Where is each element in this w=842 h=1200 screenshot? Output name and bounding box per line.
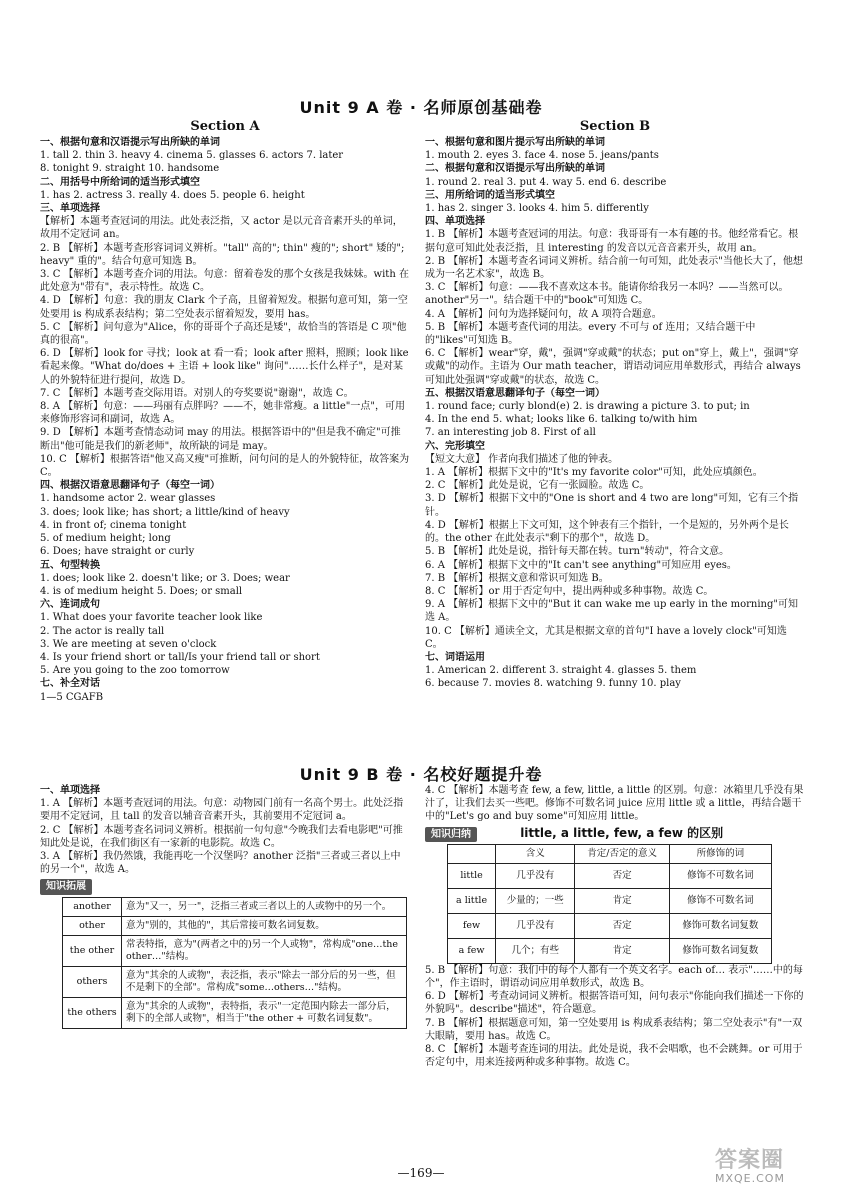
answer-line: 【解析】本题考查冠词的用法。此处表泛指，又 actor 是以元音音素开头的单词，故用不定冠词 an。 bbox=[40, 216, 403, 241]
table-row bbox=[63, 935, 407, 966]
page-number: —169— bbox=[397, 1166, 445, 1180]
knowledge-summary-label: 知识归纳 bbox=[425, 827, 477, 842]
section-heading: 五、根据汉语意思翻译句子（每空一词） bbox=[425, 387, 605, 399]
section-heading: 二、根据句意和汉语提示写出所缺的单词 bbox=[425, 163, 605, 175]
table-row bbox=[63, 997, 407, 1028]
table-term: the others bbox=[63, 997, 122, 1028]
answer-line: 6. C 【解析】wear"穿，戴"，强调"穿或戴"的状态；put on"穿上，戴上"，强调"穿或戴"的动作。主语为 Our math teacher，谓语动词应用单数形式，再结合 always 可知此处强调"穿或戴"的状态，故选 C。 bbox=[425, 348, 801, 386]
answer-line: 4. In the end 5. what; looks like 6. talking to/with him bbox=[425, 414, 698, 426]
others-usage-table bbox=[62, 897, 407, 1029]
section-heading: 四、单项选择 bbox=[425, 216, 485, 228]
answer-line: 7. an interesting job 8. First of all bbox=[425, 427, 596, 439]
answer-line: 1. What does your favorite teacher look like bbox=[40, 612, 263, 624]
b-right-column bbox=[425, 784, 805, 1146]
table-cell: 否定 bbox=[575, 913, 670, 938]
b-left-lines bbox=[40, 784, 410, 876]
watermark-small: MXQE.COM bbox=[715, 1172, 785, 1185]
answer-line: 9. D 【解析】本题考查情态动词 may 的用法。根据答语中的"但是我不确定"可推断出"他可能是我们的新老师"，故所缺的词是 may。 bbox=[40, 427, 401, 452]
answer-line: 8. C 【解析】本题考查连词的用法。此处是说，我不会唱歌，也不会跳舞。or 可用于否定句中，用来连接两种或多种事物。故选 C。 bbox=[425, 1044, 803, 1069]
answer-line: 1. does; look like 2. doesn't like; or 3. Does; wear bbox=[40, 572, 290, 584]
section-a-lines bbox=[40, 136, 410, 704]
section-a-column bbox=[40, 118, 410, 758]
table-row bbox=[63, 897, 407, 916]
table-cell: 否定 bbox=[575, 863, 670, 888]
table-cell: little bbox=[448, 863, 496, 888]
section-a-title: Section A bbox=[190, 119, 260, 134]
answer-line: 6. Does; have straight or curly bbox=[40, 546, 195, 558]
table-row bbox=[63, 916, 407, 935]
answer-line: 3. We are meeting at seven o'clock bbox=[40, 638, 217, 650]
table-header-cell: 含义 bbox=[496, 844, 575, 863]
answer-line: 4. in front of; cinema tonight bbox=[40, 519, 187, 531]
answer-line: 4. D 【解析】根据上下文可知，这个钟表有三个指针，一个是短的，另外两个是长的。the other 在此处表示"剩下的那个"，故选 D。 bbox=[425, 519, 789, 545]
answer-line: 6. D 【解析】look for 寻找；look at 看一看；look after 照料，照顾；look like 看起来像。"What do/does + 主语 + look like" 询问"……长什么样子"，是对某人的外貌特征进行提问，故选 D。 bbox=[40, 348, 409, 386]
table-header-row bbox=[448, 844, 772, 863]
table-cell: 修饰可数名词复数 bbox=[669, 913, 771, 938]
answer-line: 9. A 【解析】根据下文中的"But it can wake me up early in the morning"可知选 A。 bbox=[425, 599, 798, 624]
section-heading: 五、句型转换 bbox=[40, 559, 100, 571]
table-cell: 几乎没有 bbox=[496, 913, 575, 938]
section-b-lines bbox=[425, 136, 805, 691]
answer-line: 5. C 【解析】问句意为"Alice，你的哥哥个子高还是矮"，故恰当的答语是 C 项"他真的很高"。 bbox=[40, 321, 407, 347]
section-heading: 七、词语运用 bbox=[425, 651, 485, 663]
answer-line: 1. B 【解析】本题考查冠词的用法。句意：我哥哥有一本有趣的书。他经常看它。根据句意可知此处表泛指，且 interesting 的发音以元音音素开头，故用 an。 bbox=[425, 229, 799, 254]
answer-line: 2. B 【解析】本题考查形容词词义辨析。"tall" 高的"; thin" 瘦的"; short" 矮的"; heavy" 重的"。结合句意可知选 B。 bbox=[40, 242, 405, 267]
table-cell: 几乎没有 bbox=[496, 863, 575, 888]
section-heading: 二、用括号中所给词的适当形式填空 bbox=[40, 176, 200, 188]
unit-a-title: Unit 9 A 卷 · 名师原创基础卷 bbox=[299, 98, 543, 117]
b-right-bottom-lines bbox=[425, 964, 805, 1070]
section-heading: 三、用所给词的适当形式填空 bbox=[425, 189, 555, 201]
b-left-column bbox=[40, 784, 410, 1146]
answer-line: 3. C 【解析】本题考查介词的用法。句意：留着卷发的那个女孩是我妹妹。with 在此处意为"带有"，表示特性。故选 C。 bbox=[40, 269, 409, 294]
answer-line: 6. because 7. movies 8. watching 9. funny 10. play bbox=[425, 678, 681, 690]
few-little-table bbox=[447, 844, 772, 964]
answer-line: 4. D 【解析】句意：我的朋友 Clark 个子高，且留着短发。根据句意可知，第一空处要用 is 构成系表结构；第二空处表示留着短发，要用 has。 bbox=[40, 295, 408, 320]
answer-line: 1. handsome actor 2. wear glasses bbox=[40, 493, 216, 505]
answer-line: 1. A 【解析】根据下文中的"It's my favorite color"可知，此处应填颜色。 bbox=[425, 467, 763, 479]
answer-line: 5. B 【解析】此处是说，指针每天都在转。turn"转动"，符合文意。 bbox=[425, 546, 730, 558]
section-heading: 一、单项选择 bbox=[40, 785, 100, 796]
answer-line: 5. of medium height; long bbox=[40, 533, 171, 545]
table-cell: 肯定 bbox=[575, 888, 670, 913]
unit-b-title: Unit 9 B 卷 · 名校好题提升卷 bbox=[299, 765, 543, 784]
answer-line: 6. A 【解析】根据下文中的"It can't see anything"可知应用 eyes。 bbox=[425, 559, 737, 571]
table-definition: 意为"又一，另一"，泛指三者或三者以上的人或物中的另一个。 bbox=[122, 897, 407, 916]
table-cell: few bbox=[448, 913, 496, 938]
answer-line: 1. mouth 2. eyes 3. face 4. nose 5. jeans/pants bbox=[425, 150, 659, 162]
section-b-column bbox=[425, 118, 805, 758]
watermark-big: 答案圈 bbox=[715, 1148, 785, 1173]
section-heading: 一、根据句意和图片提示写出所缺的单词 bbox=[425, 137, 605, 148]
knowledge-expand-label: 知识拓展 bbox=[40, 879, 92, 894]
table-cell: 修饰不可数名词 bbox=[669, 888, 771, 913]
answer-line: 1. round face; curly blond(e) 2. is drawing a picture 3. to put; in bbox=[425, 401, 750, 413]
answer-line: 1. has 2. actress 3. really 4. does 5. people 6. height bbox=[40, 189, 305, 201]
table-cell: 肯定 bbox=[575, 938, 670, 963]
section-heading: 四、根据汉语意思翻译句子（每空一词） bbox=[40, 480, 220, 492]
table-definition: 意为"其余的人或物"，表特指，表示"一定范围内除去一部分后，剩下的全部人或物"，相当于"the other + 可数名词复数"。 bbox=[122, 997, 407, 1028]
answer-line: 【短文大意】 作者向我们描述了他的钟表。 bbox=[425, 453, 619, 465]
watermark-logo bbox=[715, 1150, 785, 1185]
answer-line: 7. C 【解析】本题考查交际用语。对别人的夸奖要说"谢谢"，故选 C。 bbox=[40, 387, 354, 399]
answer-line: 10. C 【解析】通读全文，尤其是根据文章的首句"I have a lovely clock"可知选 C。 bbox=[425, 625, 787, 650]
table-header-cell: 肯定/否定的意义 bbox=[575, 844, 670, 863]
table-term: other bbox=[63, 916, 122, 935]
answer-line: 5. B 【解析】句意：我们中的每个人都有一个英文名字。each of… 表示"……中的每个"，作主语时，谓语动词应用单数形式，故选 B。 bbox=[425, 964, 803, 990]
section-b-title: Section B bbox=[579, 119, 651, 134]
answer-line: 8. C 【解析】or 用于否定句中，提出两种或多种事物。故选 C。 bbox=[425, 585, 714, 597]
answer-line: 1—5 CGAFB bbox=[40, 691, 104, 703]
answer-line: 1. round 2. real 3. put 4. way 5. end 6. describe bbox=[425, 176, 667, 188]
table-row bbox=[448, 888, 772, 913]
table-header-cell bbox=[448, 844, 496, 863]
answer-line: 2. The actor is really tall bbox=[40, 625, 165, 637]
answer-line: 2. C 【解析】本题考查名词词义辨析。根据前一句句意"今晚我们去看电影吧"可推知此处是说，在我们街区有一家新的电影院。故选 C。 bbox=[40, 824, 403, 849]
table-cell: 几个；有些 bbox=[496, 938, 575, 963]
table-term: the other bbox=[63, 935, 122, 966]
section-heading: 六、完形填空 bbox=[425, 440, 485, 452]
table-cell: 修饰可数名词复数 bbox=[669, 938, 771, 963]
answer-line: 4. A 【解析】问句为选择疑问句，故 A 项符合题意。 bbox=[425, 308, 662, 320]
b-right-top-lines bbox=[425, 784, 805, 824]
table-term: another bbox=[63, 897, 122, 916]
table-cell: a few bbox=[448, 938, 496, 963]
table-cell: 修饰不可数名词 bbox=[669, 863, 771, 888]
answer-line: 3. D 【解析】根据下文中的"One is short and 4 two are long"可知，它有三个指针。 bbox=[425, 493, 799, 518]
answer-line: 2. B 【解析】本题考查名词词义辨析。结合前一句可知，此处表示"当他长大了，他想成为一名艺术家"，故选 B。 bbox=[425, 255, 803, 281]
table-term: others bbox=[63, 966, 122, 997]
table-definition: 意为"其余的人或物"，表泛指，表示"除去一部分后的另一些，但不是剩下的全部"。常构成"some…others…"结构。 bbox=[122, 966, 407, 997]
table-cell: 少量的；一些 bbox=[496, 888, 575, 913]
section-heading: 六、连词成句 bbox=[40, 599, 100, 611]
table-cell: a little bbox=[448, 888, 496, 913]
answer-line: 1. has 2. singer 3. looks 4. him 5. differently bbox=[425, 203, 649, 215]
answer-line: 4. is of medium height 5. Does; or small bbox=[40, 585, 243, 597]
answer-line: 2. C 【解析】此处是说，它有一张圆脸。故选 C。 bbox=[425, 480, 650, 492]
answer-line: 6. D 【解析】考查动词词义辨析。根据答语可知，问句表示"你能向我们描述一下你的外貌吗"。describe"描述"，符合题意。 bbox=[425, 991, 804, 1016]
table-row bbox=[448, 863, 772, 888]
answer-line: 1. American 2. different 3. straight 4. glasses 5. them bbox=[425, 665, 697, 677]
section-heading: 三、单项选择 bbox=[40, 203, 100, 215]
answer-line: 4. C 【解析】本题考查 few, a few, little, a little 的区别。句意：冰箱里几乎没有果汁了，让我们去买一些吧。修饰不可数名词 juice 应用 little 或 a little，再结合题干中的"Let's go and buy some"可知应用 little。 bbox=[425, 785, 804, 823]
section-heading: 七、补全对话 bbox=[40, 678, 100, 690]
answer-line: 10. C 【解析】根据答语"他又高又瘦"可推断，问句问的是人的外貌特征，故答案为 C。 bbox=[40, 453, 410, 479]
answer-line: 5. Are you going to the zoo tomorrow bbox=[40, 665, 230, 677]
table-header-cell: 所修饰的词 bbox=[669, 844, 771, 863]
table-definition: 常表特指，意为"(两者之中的)另一个人或物"，常构成"one…the other…"结构。 bbox=[122, 935, 407, 966]
answer-line: 3. does; look like; has short; a little/kind of heavy bbox=[40, 506, 290, 518]
answer-line: 7. B 【解析】根据文意和常识可知选 B。 bbox=[425, 572, 609, 584]
answer-line: 4. Is your friend short or tall/Is your friend tall or short bbox=[40, 651, 320, 663]
table-row bbox=[448, 913, 772, 938]
answer-line: 3. A 【解析】我仍然饿，我能再吃一个汉堡吗？another 泛指"三者或三者以上中的另一个"，故选 A。 bbox=[40, 851, 401, 876]
knowledge-summary-title: little, a little, few, a few 的区别 bbox=[520, 825, 724, 840]
answer-line: 5. B 【解析】本题考查代词的用法。every 不可与 of 连用；又结合题干中的"likes"可知选 B。 bbox=[425, 321, 756, 347]
table-definition: 意为"别的，其他的"，其后常接可数名词复数。 bbox=[122, 916, 407, 935]
answer-line: 1. tall 2. thin 3. heavy 4. cinema 5. glasses 6. actors 7. later bbox=[40, 150, 344, 162]
answer-line: 1. A 【解析】本题考查冠词的用法。句意：动物园门前有一名高个男士。此处泛指要用不定冠词，且 tall 的发音以辅音音素开头，其前要用不定冠词 a。 bbox=[40, 798, 404, 823]
table-row bbox=[448, 938, 772, 963]
table-row bbox=[63, 966, 407, 997]
answer-line: 3. C 【解析】句意：——我不喜欢这本书。能请你给我另一本吗？——当然可以。another"另一"。结合题干中的"book"可知选 C。 bbox=[425, 282, 789, 307]
section-heading: 一、根据句意和汉语提示写出所缺的单词 bbox=[40, 137, 220, 148]
answer-line: 8. A 【解析】句意：——玛丽有点胖吗？——不，她非常瘦。a little"一点"，可用来修饰形容词和副词，故选 A。 bbox=[40, 401, 406, 426]
answer-line: 8. tonight 9. straight 10. handsome bbox=[40, 163, 220, 175]
answer-line: 7. B 【解析】根据题意可知，第一空处要用 is 构成系表结构；第二空处表示"有"一双大眼睛，要用 has。故选 C。 bbox=[425, 1017, 803, 1042]
